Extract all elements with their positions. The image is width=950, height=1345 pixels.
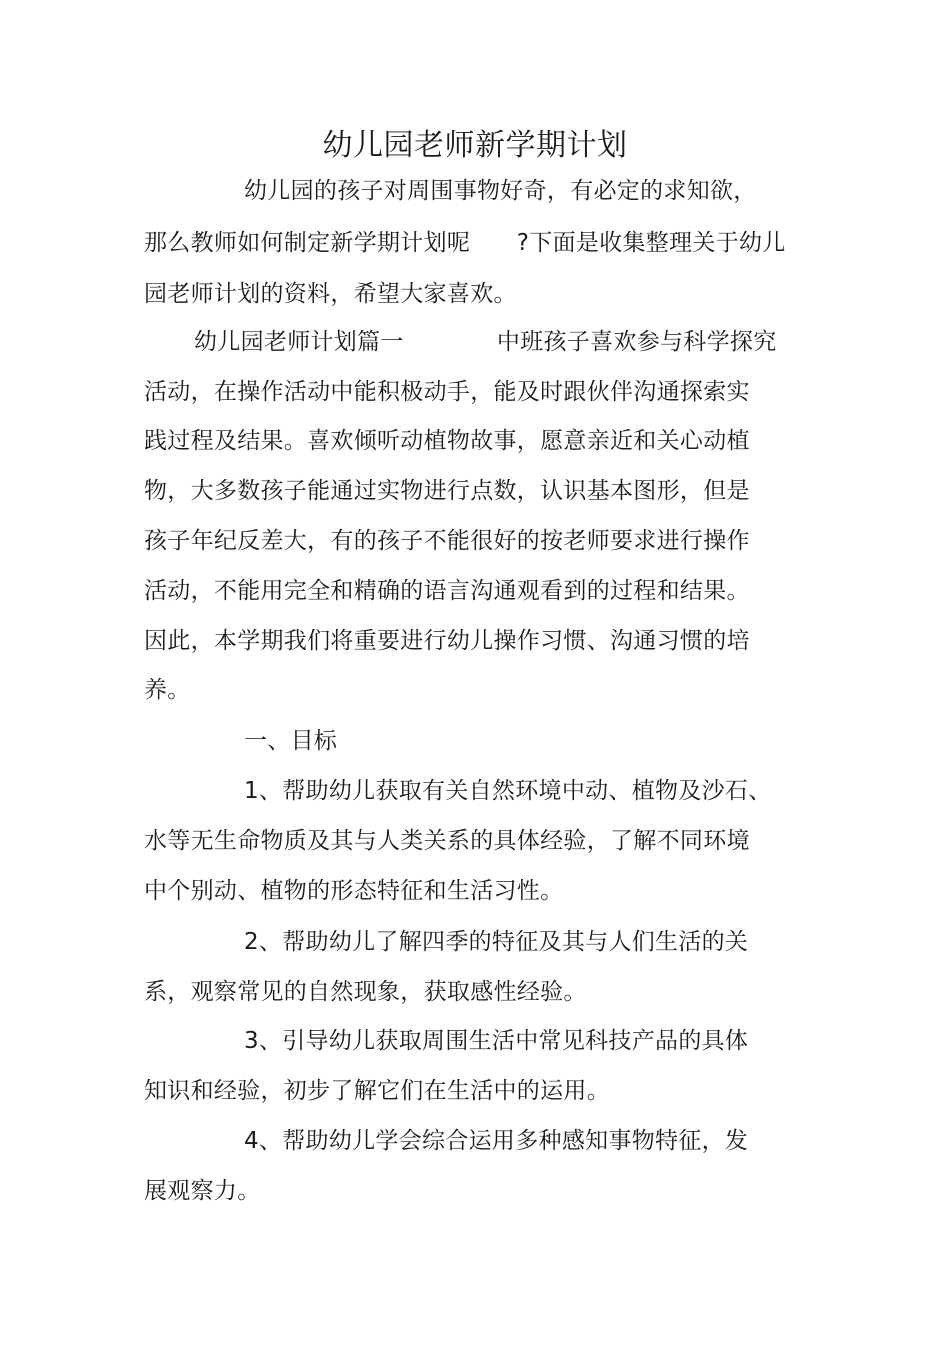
paragraph-line: 展观察力。 xyxy=(144,1178,261,1204)
paragraph-line: 知识和经验，初步了解它们在生活中的运用。 xyxy=(144,1078,610,1104)
paragraph-line: 因此，本学期我们将重要进行幼儿操作习惯、沟通习惯的培 xyxy=(144,628,750,654)
paragraph-line: 系，观察常见的自然现象，获取感性经验。 xyxy=(144,979,587,1005)
paragraph-line: 2、帮助幼儿了解四季的特征及其与人们生活的关 xyxy=(244,929,749,955)
paragraph-line: 活动，不能用完全和精确的语言沟通观看到的过程和结果。 xyxy=(144,578,750,604)
paragraph-line: 水等无生命物质及其与人类关系的具体经验，了解不同环境 xyxy=(144,828,750,854)
paragraph-line: 1、帮助幼儿获取有关自然环境中动、植物及沙石、 xyxy=(244,778,772,804)
paragraph-line: 那么教师如何制定新学期计划呢 ?下面是收集整理关于幼儿 xyxy=(144,230,786,256)
paragraph-line: 孩子年纪反差大，有的孩子不能很好的按老师要求进行操作 xyxy=(144,528,750,554)
section-heading: 一、目标 xyxy=(244,728,338,754)
document-title: 幼儿园老师新学期计划 xyxy=(322,128,628,163)
paragraph-line: 3、引导幼儿获取周围生活中常见科技产品的具体 xyxy=(244,1028,749,1054)
paragraph-line: 物，大多数孩子能通过实物进行点数，认识基本图形，但是 xyxy=(144,478,750,504)
paragraph-line: 践过程及结果。喜欢倾听动植物故事，愿意亲近和关心动植 xyxy=(144,428,750,454)
paragraph-line: 4、帮助幼儿学会综合运用多种感知事物特征，发 xyxy=(244,1128,749,1154)
paragraph-line: 活动，在操作活动中能积极动手，能及时跟伙伴沟通探索实 xyxy=(144,379,750,405)
paragraph-line: 养。 xyxy=(144,677,191,703)
paragraph-line: 幼儿园老师计划篇一 中班孩子喜欢参与科学探究 xyxy=(194,329,777,355)
paragraph-line: 园老师计划的资料，希望大家喜欢。 xyxy=(144,281,517,307)
paragraph-line: 幼儿园的孩子对周围事物好奇，有必定的求知欲， xyxy=(244,178,757,204)
paragraph-line: 中个别动、植物的形态特征和生活习性。 xyxy=(144,878,564,904)
